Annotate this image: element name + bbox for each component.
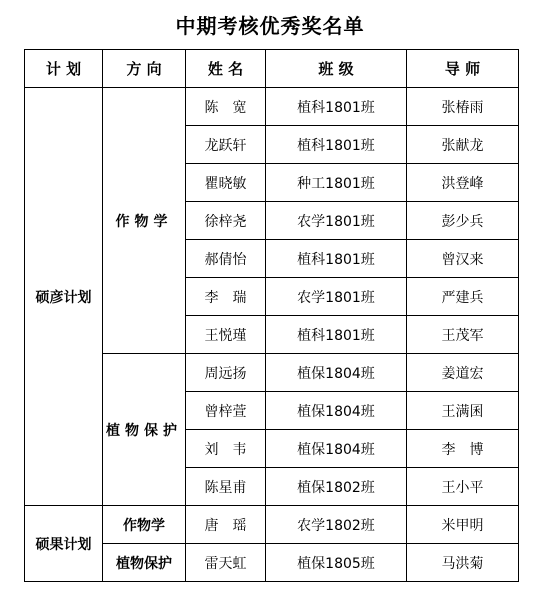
advisor-cell: 姜道宏	[407, 354, 519, 392]
student-name-cell: 龙跃轩	[186, 126, 266, 164]
class-cell: 植科1801班	[266, 316, 407, 354]
student-name-cell: 陈 宽	[186, 88, 266, 126]
header-direction: 方 向	[103, 50, 186, 88]
student-name-cell: 郝倩怡	[186, 240, 266, 278]
advisor-cell: 李 博	[407, 430, 519, 468]
class-cell: 植保1804班	[266, 354, 407, 392]
student-name-cell: 王悦瑾	[186, 316, 266, 354]
advisor-cell: 王满囷	[407, 392, 519, 430]
plan-cell: 硕果计划	[25, 506, 103, 582]
advisor-cell: 曾汉来	[407, 240, 519, 278]
class-cell: 植科1801班	[266, 240, 407, 278]
table-row	[25, 88, 519, 126]
advisor-cell: 洪登峰	[407, 164, 519, 202]
student-name-cell: 刘 韦	[186, 430, 266, 468]
roster-body	[25, 88, 519, 582]
page-title: 中期考核优秀奖名单	[175, 14, 365, 38]
student-name-cell: 徐梓尧	[186, 202, 266, 240]
direction-cell: 植物保护	[103, 544, 186, 582]
header-name: 姓 名	[186, 50, 266, 88]
class-cell: 植科1801班	[266, 126, 407, 164]
student-name-cell: 李 瑞	[186, 278, 266, 316]
advisor-cell: 米甲明	[407, 506, 519, 544]
direction-cell: 作物学	[103, 88, 186, 354]
direction-cell: 作物学	[103, 506, 186, 544]
class-cell: 植科1801班	[266, 88, 407, 126]
class-cell: 植保1804班	[266, 392, 407, 430]
class-cell: 农学1801班	[266, 278, 407, 316]
student-name-cell: 瞿晓敏	[186, 164, 266, 202]
advisor-cell: 马洪菊	[407, 544, 519, 582]
award-roster-table	[24, 49, 519, 582]
advisor-cell: 张椿雨	[407, 88, 519, 126]
class-cell: 农学1802班	[266, 506, 407, 544]
class-cell: 植保1804班	[266, 430, 407, 468]
header-advisor: 导 师	[407, 50, 519, 88]
advisor-cell: 王小平	[407, 468, 519, 506]
student-name-cell: 周远扬	[186, 354, 266, 392]
header-plan: 计 划	[25, 50, 103, 88]
header-row	[25, 50, 519, 88]
direction-cell: 植物保护	[103, 354, 186, 506]
plan-cell: 硕彦计划	[25, 88, 103, 506]
class-cell: 农学1801班	[266, 202, 407, 240]
class-cell: 植保1805班	[266, 544, 407, 582]
class-cell: 植保1802班	[266, 468, 407, 506]
student-name-cell: 唐 瑶	[186, 506, 266, 544]
table-row	[25, 506, 519, 544]
student-name-cell: 曾梓萱	[186, 392, 266, 430]
advisor-cell: 张献龙	[407, 126, 519, 164]
header-class: 班 级	[266, 50, 407, 88]
advisor-cell: 严建兵	[407, 278, 519, 316]
advisor-cell: 彭少兵	[407, 202, 519, 240]
class-cell: 种工1801班	[266, 164, 407, 202]
student-name-cell: 陈星甫	[186, 468, 266, 506]
student-name-cell: 雷天虹	[186, 544, 266, 582]
advisor-cell: 王茂军	[407, 316, 519, 354]
